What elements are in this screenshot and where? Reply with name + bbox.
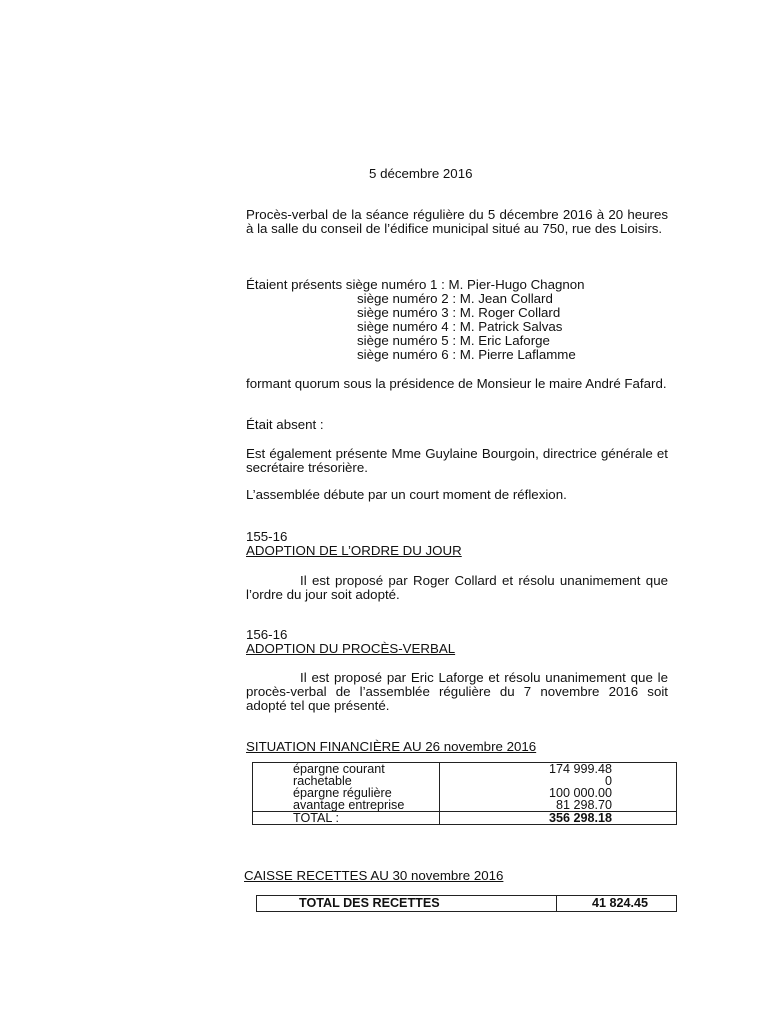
seat-member: M. Eric Laforge xyxy=(459,333,550,348)
document-date: 5 décembre 2016 xyxy=(369,166,473,181)
account-label: épargne régulière xyxy=(253,787,440,799)
receipts-value: 41 824.45 xyxy=(557,896,677,912)
seat-member: M. Roger Collard xyxy=(459,305,561,320)
account-value: 174 999.48 xyxy=(440,763,677,776)
presents-lead: Étaient présents xyxy=(246,277,343,292)
also-present-paragraph: Est également présente Mme Guylaine Bourgoin, directrice générale et secrétaire trésorière. xyxy=(246,446,668,475)
seat-label: siège numéro 2 : xyxy=(357,291,457,306)
table-row xyxy=(257,896,677,912)
resolution-number: 155-16 xyxy=(246,529,288,544)
seat-label: siège numéro 3 : xyxy=(357,305,457,320)
receipts-table xyxy=(256,895,677,912)
account-value: 0 xyxy=(440,775,677,787)
account-value: 100 000.00 xyxy=(440,787,677,799)
seat-row xyxy=(357,306,560,320)
table-row xyxy=(253,799,677,812)
account-label: épargne courant xyxy=(253,763,440,776)
seat-member: M. Pierre Laflamme xyxy=(459,347,576,362)
resolution-title: ADOPTION DE L’ORDRE DU JOUR xyxy=(246,543,462,558)
seat-label: siège numéro 5 : xyxy=(357,333,457,348)
account-label: avantage entreprise xyxy=(253,799,440,812)
account-value: 81 298.70 xyxy=(440,799,677,812)
seat-row xyxy=(246,278,585,292)
seat-member: M. Pier-Hugo Chagnon xyxy=(448,277,585,292)
resolution-title: ADOPTION DU PROCÈS-VERBAL xyxy=(246,641,456,656)
quorum-paragraph: formant quorum sous la présidence de Monsieur le maire André Fafard. xyxy=(246,376,667,391)
receipts-label: TOTAL DES RECETTES xyxy=(257,896,557,912)
table-row xyxy=(253,812,677,825)
account-label: rachetable xyxy=(253,775,440,787)
seat-member: M. Jean Collard xyxy=(459,291,553,306)
seat-label: siège numéro 6 : xyxy=(357,347,457,362)
resolution-text: Il est proposé par Roger Collard et résolu unanimement que l’ordre du jour soit adopté. xyxy=(246,573,668,602)
total-label: TOTAL : xyxy=(253,812,440,825)
absent-line: Était absent : xyxy=(246,417,324,432)
reflection-line: L’assemblée débute par un court moment de réflexion. xyxy=(246,487,567,502)
resolution-text: Il est proposé par Eric Laforge et résolu unanimement que le procès-verbal de l’assemblée régulière du 7 novembre 2016 soit adopté tel que présenté. xyxy=(246,670,668,713)
financial-table xyxy=(252,762,677,825)
resolution-number: 156-16 xyxy=(246,627,288,642)
financial-heading: SITUATION FINANCIÈRE AU 26 novembre 2016 xyxy=(246,739,537,754)
intro-paragraph: Procès-verbal de la séance régulière du 5 décembre 2016 à 20 heures à la salle du conseil de l’édifice municipal situé au 750, rue des Loisirs. xyxy=(246,207,668,236)
seat-row xyxy=(357,348,576,362)
seat-member: M. Patrick Salvas xyxy=(459,319,563,334)
seat-row xyxy=(357,320,562,334)
seat-label: siège numéro 4 : xyxy=(357,319,457,334)
seat-row xyxy=(357,334,550,348)
seat-row xyxy=(357,292,553,306)
seat-label: siège numéro 1 : xyxy=(345,277,445,292)
total-value: 356 298.18 xyxy=(440,812,677,825)
receipts-heading: CAISSE RECETTES AU 30 novembre 2016 xyxy=(244,868,504,883)
